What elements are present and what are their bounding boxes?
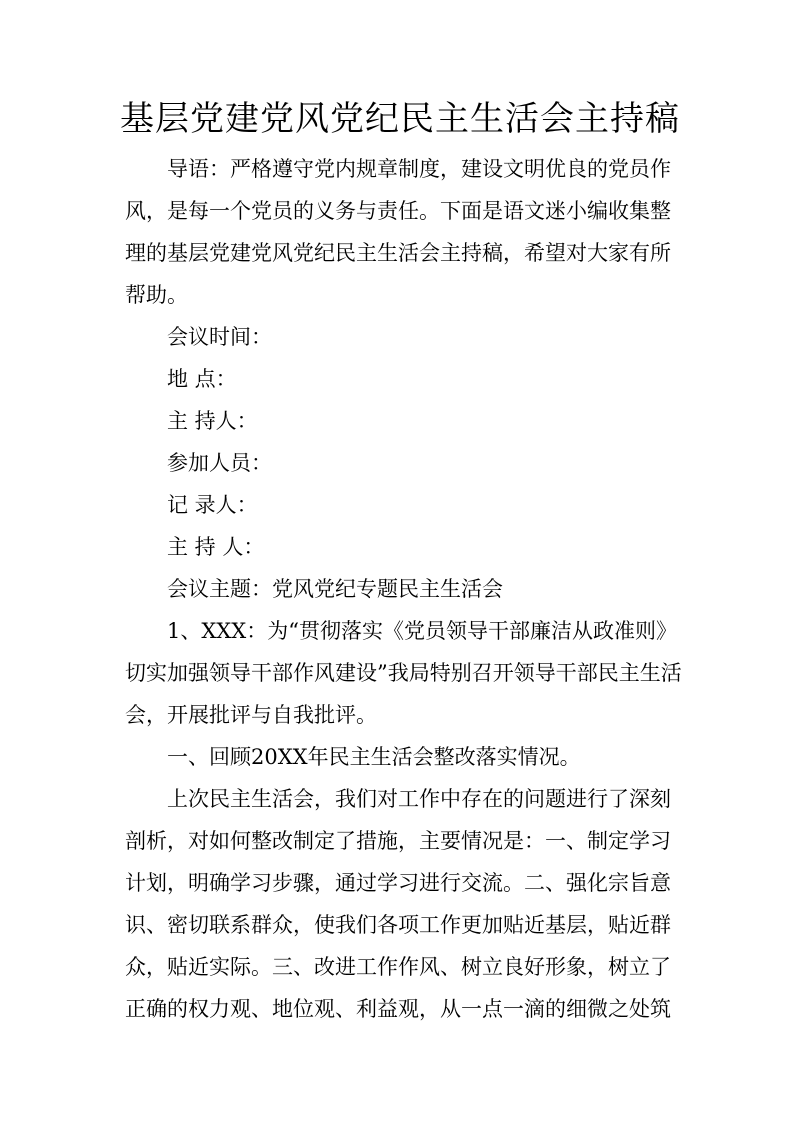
body-paragraph-1: 1、XXX：为“贯彻落实《党员领导干部廉洁从政准则》切实加强领导干部作风建设”我局特别召开领导干部民主生活会，开展批评与自我批评。 [125, 619, 682, 727]
meeting-time-field: 会议时间： [167, 325, 272, 349]
host-field: 主 持人： [167, 409, 258, 433]
participants-field: 参加人员： [167, 451, 272, 475]
meeting-place-field: 地 点： [167, 367, 237, 391]
recorder-field: 记 录人： [167, 493, 258, 517]
section-heading-1: 一、回顾20XX年民主生活会整改落实情况。 [167, 745, 581, 769]
intro-paragraph: 导语：严格遵守党内规章制度，建设文明优良的党员作风，是每一个党员的义务与责任。下面是语文迷小编收集整理的基层党建党风党纪民主生活会主持稿，希望对大家有所帮助。 [125, 157, 671, 307]
document-body [125, 148, 685, 1030]
host-field-2: 主 持 人： [167, 535, 265, 559]
meeting-theme-field: 会议主题：党风党纪专题民主生活会 [167, 577, 503, 601]
document-title: 基层党建党风党纪民主生活会主持稿 [120, 99, 680, 139]
body-paragraph-2: 上次民主生活会，我们对工作中存在的问题进行了深刻剖析，对如何整改制定了措施，主要情况是：一、制定学习计划，明确学习步骤，通过学习进行交流。二、强化宗旨意识、密切联系群众，使我们各项工作更加贴近基层，贴近群众，贴近实际。三、改进工作作风、树立良好形象，树立了正确的权力观、地位观、利益观，从一点一滴的细微之处筑 [125, 787, 671, 1021]
